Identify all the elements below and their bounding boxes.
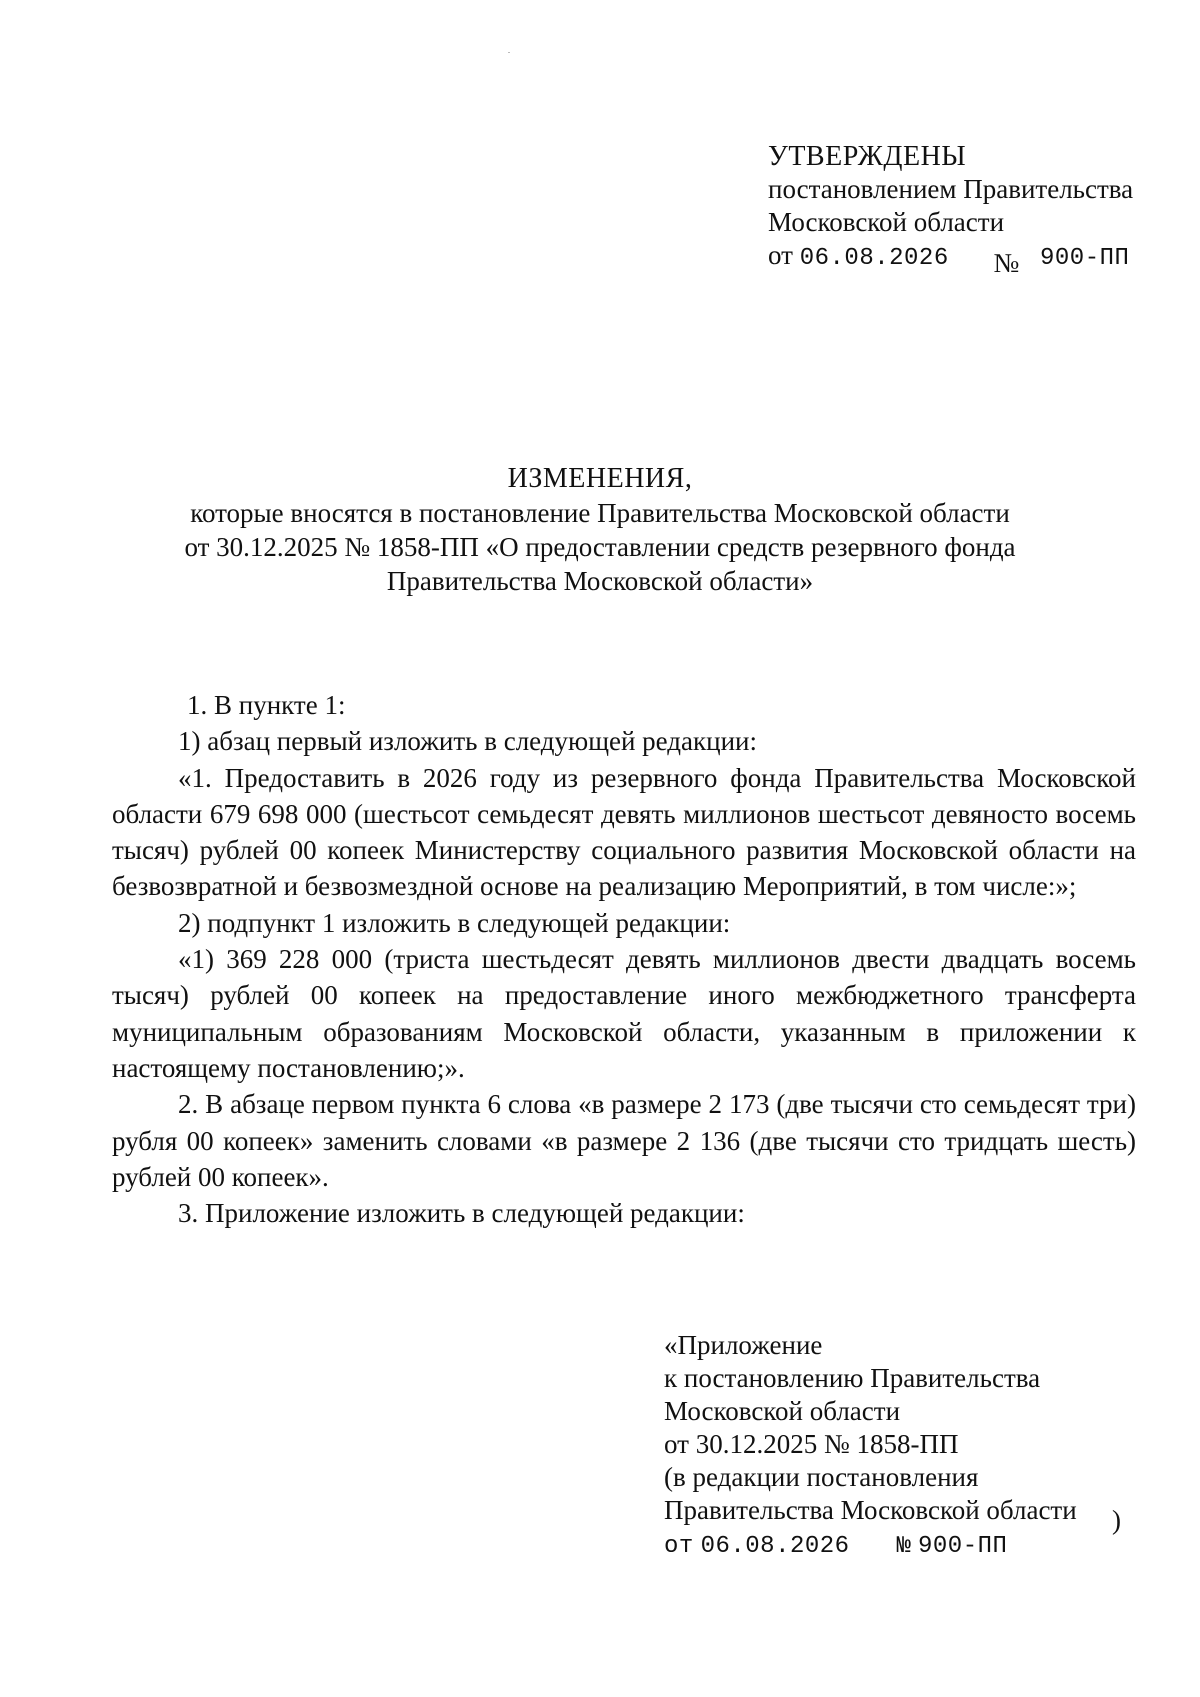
approval-number: 900-ПП <box>1040 245 1130 272</box>
appendix-line: (в редакции постановления <box>664 1462 979 1492</box>
paragraph: «1) 369 228 000 (триста шестьдесят девять миллионов двести двадцать восемь тысяч) рублей 00 копеек на предоставление иного межбюджетного трансферта муниципальным образованиям Московской области, указанным в приложении к настоящему постановлению;». <box>112 944 1136 1083</box>
approval-date: 06.08.2026 <box>799 245 949 272</box>
paragraph: «1. Предоставить в 2026 году из резервного фонда Правительства Московской области 679 698 000 (шестьсот семьдесят девять миллионов шестьсот девяносто восемь тысяч) рублей 00 копеек Министерству социального развития Московской области на безвозвратной и безвозмездной основе на реализацию Мероприятий, в том числе:»; <box>112 762 1136 902</box>
paragraph: 1. В пункте 1: <box>187 690 346 720</box>
title-line: Правительства Московской области» <box>386 566 814 596</box>
scan-speck <box>508 52 510 53</box>
appendix-line: к постановлению Правительства <box>664 1363 1041 1393</box>
closing-parenthesis: ) <box>1112 1505 1121 1535</box>
title-line: от 30.12.2025 № 1858-ПП «О предоставлении средств резервного фонда <box>184 532 1016 562</box>
approval-heading: УТВЕРЖДЕНЫ <box>768 141 967 172</box>
appendix-line: от 30.12.2025 № 1858-ПП <box>664 1429 959 1459</box>
appendix-line: Московской области <box>664 1396 901 1426</box>
date-prefix: от <box>768 240 793 270</box>
document-title: ИЗМЕНЕНИЯ, <box>507 463 693 494</box>
appendix-number: 900-ПП <box>918 1533 1008 1560</box>
document-title-block <box>150 462 1050 598</box>
approval-stamp-block <box>768 140 1134 278</box>
approval-line: Московской области <box>768 207 1005 237</box>
paragraph: 2. В абзаце первом пункта 6 слова «в размере 2 173 (две тысячи сто семьдесят три) рубля 00 копеек» заменить словами «в размере 2 136 (две тысячи сто тридцать шесть) рублей 00 копеек». <box>112 1089 1136 1192</box>
approval-line: постановлением Правительства <box>768 174 1134 204</box>
title-line: которые вносятся в постановление Правительства Московской области <box>190 498 1010 528</box>
paragraph: 1) абзац первый изложить в следующей редакции: <box>178 726 757 757</box>
document-body <box>112 687 1136 1231</box>
date-prefix: от <box>664 1533 694 1560</box>
appendix-header-block <box>664 1329 1077 1563</box>
paragraph: 2) подпункт 1 изложить в следующей редакции: <box>178 907 731 938</box>
appendix-date-line <box>664 1527 1077 1563</box>
approval-date-line <box>768 239 1133 278</box>
paragraph: 3. Приложение изложить в следующей редакции: <box>178 1198 745 1229</box>
appendix-date: 06.08.2026 <box>700 1533 850 1560</box>
appendix-line: «Приложение <box>664 1330 823 1360</box>
number-sign: № <box>993 248 1020 278</box>
appendix-line: Правительства Московской области <box>664 1495 1077 1525</box>
number-sign: № <box>896 1533 912 1560</box>
